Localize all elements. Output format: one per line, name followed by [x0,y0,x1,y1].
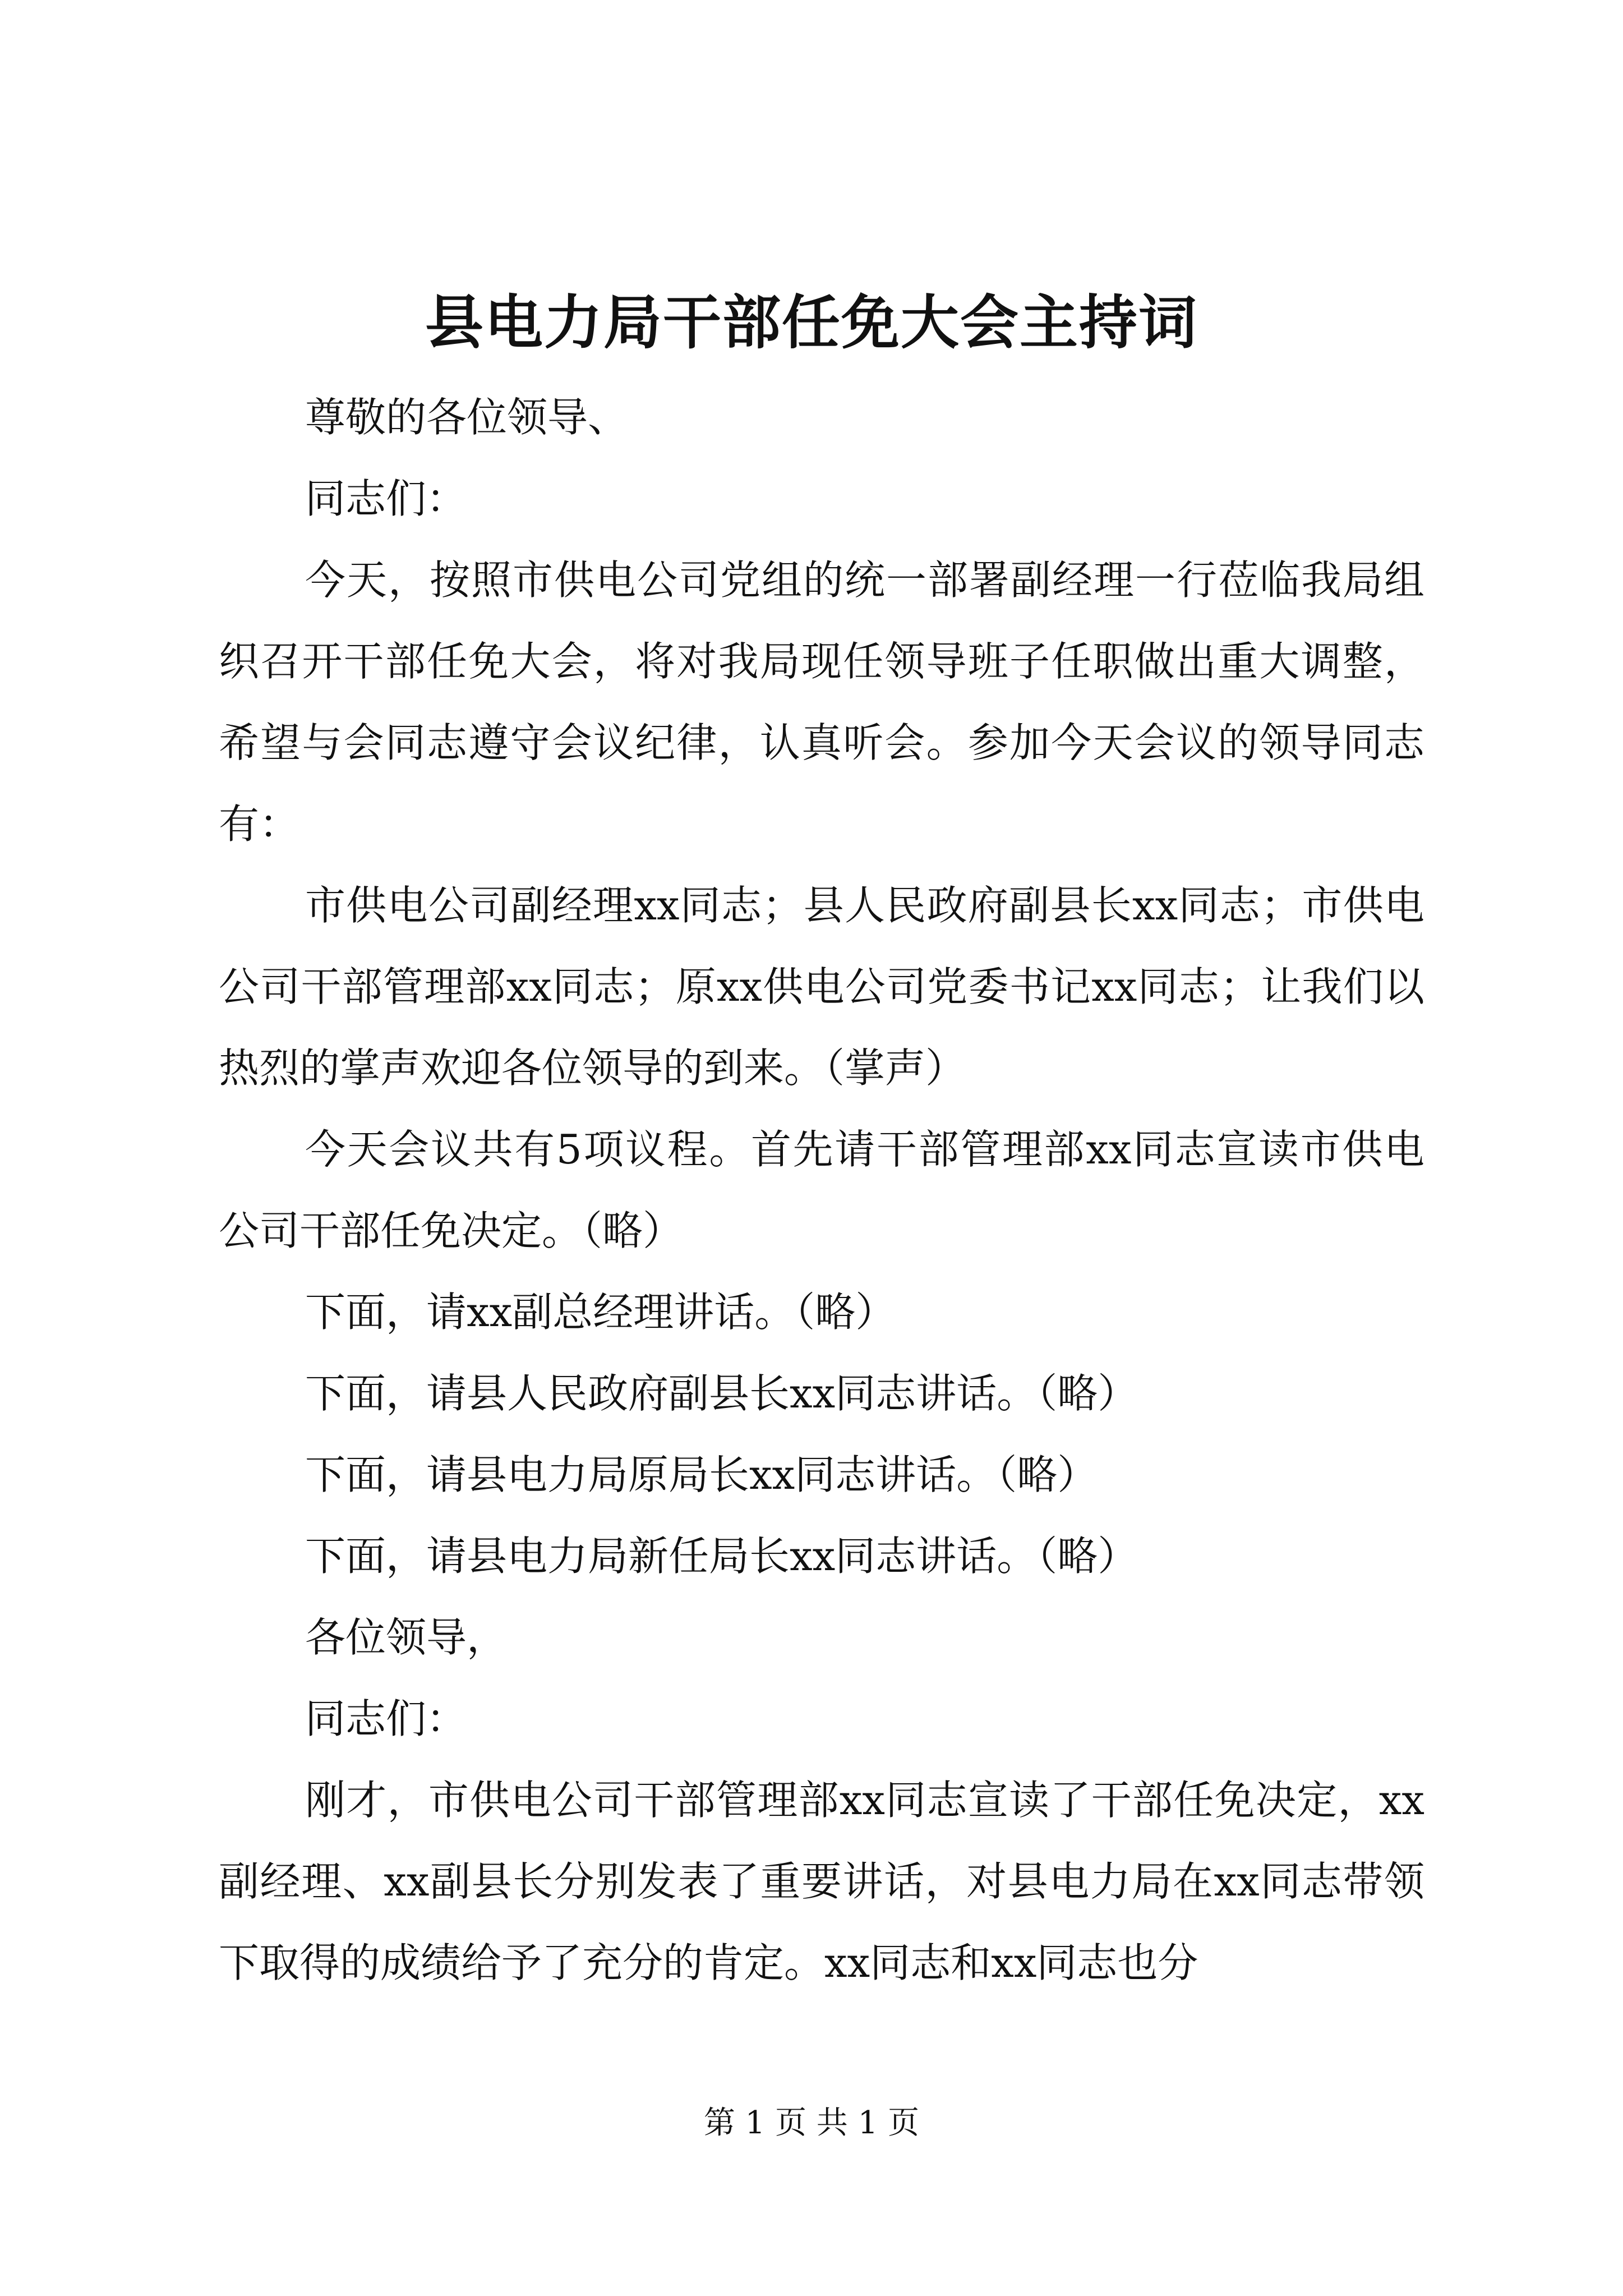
body-paragraph: 下面，请县人民政府副县长xx同志讲话。（略） [305,1370,1138,1417]
document-title: 县电力局干部任免大会主持词 [425,288,1198,357]
body-paragraph: 下面，请县电力局新任局长xx同志讲话。（略） [305,1533,1138,1580]
body-paragraph: 今天会议共有5项议程。首先请干部管理部xx同志宣读市供电公司干部任免决定。（略） [219,1126,1424,1254]
salutation-paragraph: 同志们： [305,1695,467,1742]
page-footer: 第 1 页 共 1 页 [703,2105,920,2141]
document-body [219,377,1424,2004]
body-paragraph: 市供电公司副经理xx同志；县人民政府副县长xx同志；市供电公司干部管理部xx同志；原xx供电公司党委书记xx同志；让我们以热烈的掌声欢迎各位领导的到来。（掌声） [219,882,1424,1092]
body-paragraph: 下面，请县电力局原局长xx同志讲话。（略） [305,1451,1098,1498]
salutation-paragraph: 各位领导， [305,1614,508,1661]
body-paragraph: 下面，请xx副总经理讲话。（略） [305,1289,896,1336]
body-paragraph: 今天，按照市供电公司党组的统一部署副经理一行莅临我局组织召开干部任免大会，将对我局现任领导班子任职做出重大调整，希望与会同志遵守会议纪律，认真听会。参加今天会议的领导同志有： [219,556,1424,848]
salutation-paragraph: 同志们： [305,475,467,522]
salutation-paragraph: 尊敬的各位领导、 [305,394,629,441]
body-paragraph: 刚才，市供电公司干部管理部xx同志宣读了干部任免决定，xx副经理、xx副县长分别发表了重要讲话，对县电力局在xx同志带领下取得的成绩给予了充分的肯定。xx同志和xx同志也分 [219,1777,1424,1986]
